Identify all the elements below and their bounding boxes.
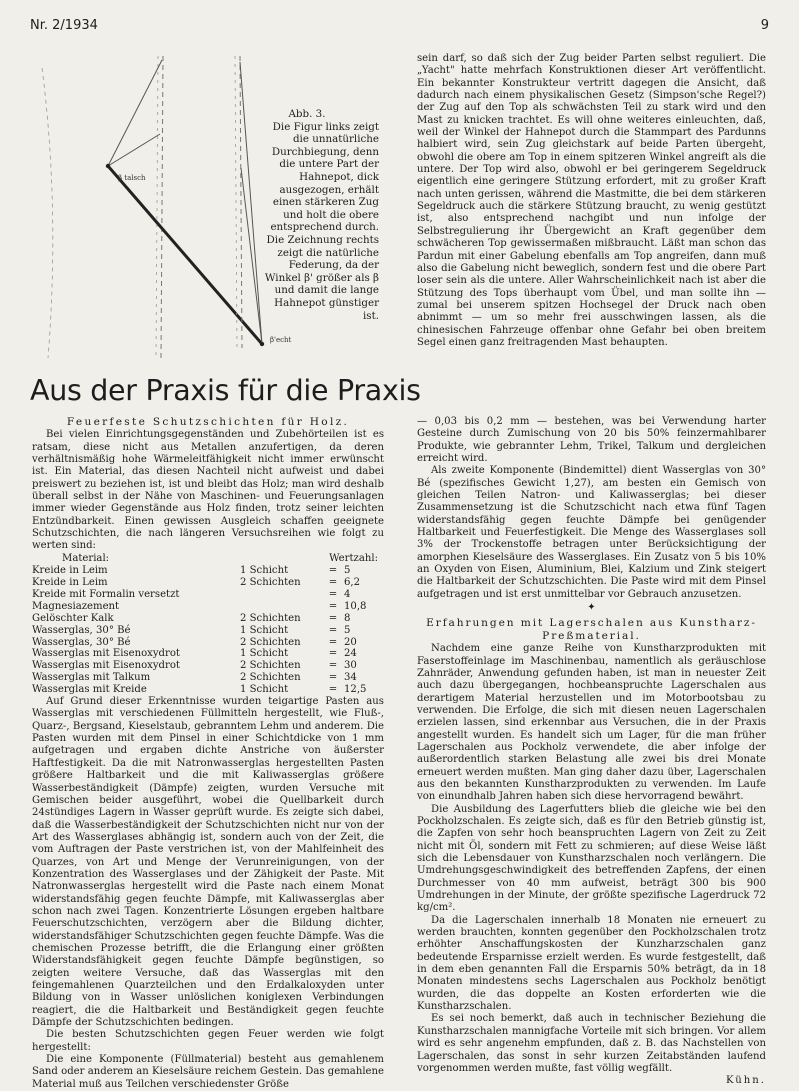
material-cell: Wasserglas mit Eisenoxydrot xyxy=(32,660,180,672)
table-row xyxy=(32,660,384,672)
equals-cell: = xyxy=(328,565,338,577)
material-cell: Magnesiazement xyxy=(32,600,120,612)
top-right-paragraph: sein darf, so daß sich der Zug beider Parten selbst reguliert. Die „Yacht" hatte mehrfach Konstruktionen dieser Art veröffentlicht. Ein bekannter Konstrukteur vertritt dagegen die Ansicht, daß dadurch nach einem physikalischen Gesetz (Simpson'sche Regel?) der Zug auf den Top als schwächsten Teil zu stark wird und den Mast zu knicken trachtet. Es will ohne weiteres einleuchten, daß, weil der Winkel der Hahnepot durch die Stammpart des Pardunns halbiert wird, sein Zug gleichstark auf beide Parten übergeht, obwohl die obere am Top in einem spitzeren Winkel angreift als die untere. Der Top wird also, obwohl er bei geringerem Segeldruck eigentlich eine geringere Stützung erfordert, mit zu großer Kraft nach unten gerissen, während die Mastmitte, die bei dem stärkeren Segeldruck auch die stärkere Stützung braucht, zu wenig gestützt ist, also entsprechend nachgibt und nun infolge der Selbstregulierung ihr Übergewicht an Kraft gegenüber dem schwächeren Top gewissermaßen mißbraucht. Läßt man schon das Pardun mit einer Gabelung ebenfalls am Top angreifen, dann muß also die Gabelung nicht beweglich, sondern fest und die obere Part loser sein als die untere. Aller Wahrscheinlichkeit nach ist aber die Stützung des Tops überhaupt vom Übel, und man sollte ihn — zumal bei unserem spitzen Hochsegel der Druck nach oben abnimmt — um so mehr frei ausschwingen lassen, als die chinesischen Fahrzeuge offenbar ohne Gefahr bei oben breitem Segel einen ganz freitragenden Mast behaupten. xyxy=(417,53,766,348)
article-paragraph-2: Auf Grund dieser Erkenntnisse wurden teigartige Pasten aus Wasserglas mit verschiedenen Füllmitteln hergestellt, wie Fluß-, Quarz-, Bergsand, Kieselstaub, gebranntem Lehm und anderem. Die Pasten wurden mit dem Pinsel in einer Schichtdicke von 1 mm aufgetragen und ergaben dichte Anstriche von äußerster Haftfestigkeit. Da die mit Natronwasserglas hergestellten Pasten größere Haltbarkeit und die mit Kaliwasserglas größere Wasserbeständigkeit (Dämpfe) zeigten, wurden Versuche mit Gemischen beider ausgeführt, wobei die Quellbarkeit durch 24stündiges Lagern in Wasser geprüft wurde. Es zeigte sich dabei, daß die Wasserbeständigkeit der Schutzschichten nicht nur von der Art des Wasserglases abhängig ist, sondern auch von der Zeit, die vom Auftragen der Paste verstrichen ist, von der Mahlfeinheit des Quarzes, von Art und Menge der Verunreinigungen, von der Konzentration des Wasserglases und der Zähigkeit der Paste. Mit Natronwasserglas hergestellt wird die Paste nach einem Monat widerstandsfähig gegen feuchte Dämpfe, mit Kaliwasserglas aber schon nach zwei Tagen. Konzentrierte Lösungen ergeben haltbare Feuerschutzschichten, verzögern aber die Bildung dichter, widerstandsfähiger Schutzschichten gegen feuchte Dämpfe. Was die chemischen Prozesse betrifft, die die Erlangung einer größten Widerstandsfähigkeit gegen feuchte Dämpfe begünstigen, so zeigten weitere Versuche, daß das Wasserglas mit den feingemahlenen Quarzteilchen und den Erdalkaloxyden unter Bildung von in Wasser unlöslichen koniglexen Verbindungen reagiert, die die Haltbarkeit und Beständigkeit gegen feuchte Dämpfe der Schutzschichten bedingen. xyxy=(32,696,384,1029)
table-row xyxy=(32,625,384,637)
pardun-thick-line xyxy=(108,166,262,344)
value-cell: 12,5 xyxy=(344,684,367,696)
right-paragraph-6: Es sei noch bemerkt, daß auch in technischer Beziehung die Kunstharzschalen mannigfache Vorteile mit sich bringen. Vor allem wird es sehr angenehm empfunden, daß z. B. das Nachstellen von Lagerschalen, das sonst in sehr kurzen Zeitabständen laufend vorgenommen werden mußte, fast völlig wegfällt. xyxy=(417,1013,766,1074)
value-cell: 10,8 xyxy=(344,600,367,612)
sail-outline xyxy=(42,68,53,358)
equals-cell: = xyxy=(328,624,338,636)
material-cell: Wasserglas mit Talkum xyxy=(32,672,151,684)
right-paragraph-4: Die Ausbildung des Lagerfutters blieb die gleiche wie bei den Pockholzschalen. Es zeigte sich, daß es für den Betrieb günstig ist, die Zapfen von sehr hoch beanspruchten Lagern von Zeit zu Zeit nicht mit Öl, sondern mit Fett zu schmieren; auf diese Weise läßt sich die Lebensdauer von Kunstharzschalen noch verlängern. Die Umdrehungsgeschwindigkeit des betreffenden Zapfens, der einen Durchmesser von 40 mm aufweist, beträgt 300 bis 900 Umdrehungen in der Minute, der größte spezifische Lagerdruck 72 kg/cm². xyxy=(417,803,766,914)
left-column xyxy=(32,416,384,1091)
right-column xyxy=(417,416,766,1088)
separator-ornament: ✦ xyxy=(587,602,596,614)
equals-cell: = xyxy=(328,588,338,600)
material-table xyxy=(32,565,384,696)
layers-cell: 2 Schichten xyxy=(240,672,301,684)
material-cell: Kreide mit Formalin versetzt xyxy=(32,588,180,600)
author-signature: Kühn. xyxy=(725,1075,766,1087)
layers-cell: 2 Schichten xyxy=(240,577,301,589)
value-cell: 34 xyxy=(344,672,357,684)
table-row xyxy=(32,577,384,589)
material-cell: Kreide in Leim xyxy=(32,565,108,577)
figure-caption xyxy=(255,108,379,322)
table-row xyxy=(32,589,384,601)
hahnepot-junction xyxy=(106,164,110,168)
table-header-material: Material: xyxy=(62,552,110,564)
table-header-value: Wertzahl: xyxy=(329,552,378,564)
mast-line-right xyxy=(240,56,242,348)
mast-line-left xyxy=(161,56,163,358)
layers-cell: 1 Schicht xyxy=(240,684,289,696)
value-cell: 5 xyxy=(344,565,351,577)
layers-cell: 1 Schicht xyxy=(240,648,289,660)
material-cell: Wasserglas, 30° Bé xyxy=(32,636,131,648)
table-row xyxy=(32,637,384,649)
hahnepot-right-junction xyxy=(260,342,264,346)
equals-cell: = xyxy=(328,636,338,648)
caption-title: Abb. 3. xyxy=(288,108,326,120)
value-cell: 5 xyxy=(344,624,351,636)
equals-cell: = xyxy=(328,600,338,612)
material-cell: Kreide in Leim xyxy=(32,577,108,589)
hahnepot-upper-part xyxy=(108,60,162,166)
layers-cell xyxy=(240,601,326,613)
article-intro: Bei vielen Einrichtungsgegenständen und Zubehörteilen ist es ratsam, diese nicht aus Metallen anzufertigen, da deren verhältnismäßig hohe Wärmeleitfähigkeit nicht immer erwünscht ist. Ein Material, das diesen Nachteil nicht aufweist und dabei preiswert zu beziehen ist, ist und bleibt das Holz; man wird deshalb überall selbst in der Nähe von Maschinen- und Feuerungsanlagen immer wieder Gegenstände aus Holz finden, trotz seiner leichten Entzündbarkeit. Einen gewissen Ausgleich schaffen geeignete Schutzschichten, die nach längeren Versuchsreihen wie folgt zu werten sind: xyxy=(32,429,384,552)
section-title: Aus der Praxis für die Praxis xyxy=(30,374,421,407)
table-row xyxy=(32,565,384,577)
article-heading-schutzschichten: Feuerfeste Schutzschichten für Holz. xyxy=(66,416,350,428)
layers-cell xyxy=(240,589,326,601)
value-cell: 30 xyxy=(344,660,357,672)
equals-cell: = xyxy=(328,612,338,624)
layers-cell: 2 Schichten xyxy=(240,660,301,672)
value-cell: 6,2 xyxy=(344,577,361,589)
right-paragraph-2: Als zweite Komponente (Bindemittel) dient Wasserglas von 30° Bé (spezifisches Gewicht 1,27), am besten ein Gemisch von gleichen Teilen Natron- und Kaliwasserglas; bei dieser Zusammensetzung ist die Schutzschicht nach etwa fünf Tagen widerstandsfähig gegen feuchte Dämpfe bei genügender Haltbarkeit und Feuerfestigkeit. Die Menge des Wasserglases soll 3% der Trockenstoffe betragen unter Berücksichtigung der amorphen Kieselsäure des Wasserglases. Ein Zusatz von 5 bis 10% an Oxyden von Eisen, Aluminium, Blei, Kalzium und Zink steigert die Haltbarkeit der Schutzschichten. Die Paste wird mit dem Pinsel aufgetragen und ist erst unmittelbar vor Gebrauch anzusetzen. xyxy=(417,465,766,600)
layers-cell: 1 Schicht xyxy=(240,565,289,577)
value-cell: 4 xyxy=(344,588,351,600)
label-echt: β'echt xyxy=(270,336,292,344)
mast-line-right-2 xyxy=(235,56,237,348)
article-heading-lagerschalen: Erfahrungen mit Lagerschalen aus Kunstharz-Preßmaterial. xyxy=(426,617,757,643)
layers-cell: 2 Schichten xyxy=(240,636,301,648)
article-paragraph-4: Die eine Komponente (Füllmaterial) besteht aus gemahlenem Sand oder anderem an Kieselsäure reichem Gestein. Das gemahlene Material muß aus Teilchen verschiedenster Größe xyxy=(32,1054,384,1090)
table-row xyxy=(32,648,384,660)
table-header xyxy=(32,553,384,565)
right-paragraph-5: Da die Lagerschalen innerhalb 18 Monaten nie erneuert zu werden brauchten, konnten gegenüber den Pockholzschalen trotz erhöhter Anschaffungskosten der Kunzharzschalen ganz bedeutende Ersparnisse erzielt werden. Es wurde festgestellt, daß in dem eben genannten Fall die Ersparnis 50% beträgt, da in 18 Monaten mindestens sechs Lagerschalen aus Pockholz benötigt wurden, die das doppelte an Kosten erforderten wie die Kunstharzschalen. xyxy=(417,914,766,1013)
value-cell: 8 xyxy=(344,612,351,624)
top-right-column xyxy=(417,53,766,349)
right-paragraph-1: — 0,03 bis 0,2 mm — bestehen, was bei Verwendung harter Gesteine durch Zumischung von 20 bis 50% feinzermahlbarer Produkte, wie gebrannter Lehm, Trikel, Talkum und dergleichen erreicht wird. xyxy=(417,416,766,465)
equals-cell: = xyxy=(328,648,338,660)
table-row xyxy=(32,672,384,684)
mast-line-left-2 xyxy=(156,56,158,358)
material-cell: Wasserglas mit Eisenoxydrot xyxy=(32,648,180,660)
equals-cell: = xyxy=(328,684,338,696)
page-number: 9 xyxy=(760,18,769,33)
material-cell: Gelöschter Kalk xyxy=(32,612,114,624)
value-cell: 20 xyxy=(344,636,357,648)
material-cell: Wasserglas, 30° Bé xyxy=(32,624,131,636)
equals-cell: = xyxy=(328,672,338,684)
issue-number: Nr. 2/1934 xyxy=(30,18,98,33)
material-cell: Wasserglas mit Kreide xyxy=(32,684,147,696)
table-row xyxy=(32,613,384,625)
layers-cell: 1 Schicht xyxy=(240,624,289,636)
equals-cell: = xyxy=(328,577,338,589)
layers-cell: 2 Schichten xyxy=(240,612,301,624)
label-falsch: β talsch xyxy=(118,174,146,182)
table-row xyxy=(32,601,384,613)
equals-cell: = xyxy=(328,660,338,672)
caption-text: Die Figur links zeigt die unnatürliche Durchbiegung, denn die untere Part der Hahnepot, dick ausgezogen, erhält einen stärkeren Zug und holt die obere entsprechend durch. Die Zeichnung rechts zeigt die natürliche Federung, da der Winkel β' größer als β und damit die lange Hahnepot günstiger ist. xyxy=(264,120,379,322)
right-paragraph-3: Nachdem eine ganze Reihe von Kunstharzprodukten mit Faserstoffeinlage im Maschinenbau, namentlich als geräuschlose Zahnräder, Anwendung gefunden haben, ist man in neuester Zeit auch dazu übergegangen, hochbeanspruchte Lagerschalen aus derartigem Material herzustellen und im Motorbootsbau zu verwenden. Die Erfolge, die sich mit diesen neuen Lagerschalen erzielen lassen, sind erkennbar aus Versuchen, die in der Praxis angestellt wurden. Es handelt sich um Lager, für die man früher Lagerschalen aus Pockholz verwendete, die aber infolge der außerordentlich starken Belastung alle zwei bis drei Monate erneuert werden mußten. Man ging daher dazu über, Lagerschalen aus den bekannten Kunstharzprodukten zu verwenden. Im Laufe von einundhalb Jahren haben sich diese hervorragend bewährt. xyxy=(417,643,766,803)
table-row xyxy=(32,684,384,696)
value-cell: 24 xyxy=(344,648,357,660)
article-paragraph-3: Die besten Schutzschichten gegen Feuer werden wie folgt hergestellt: xyxy=(32,1029,384,1053)
